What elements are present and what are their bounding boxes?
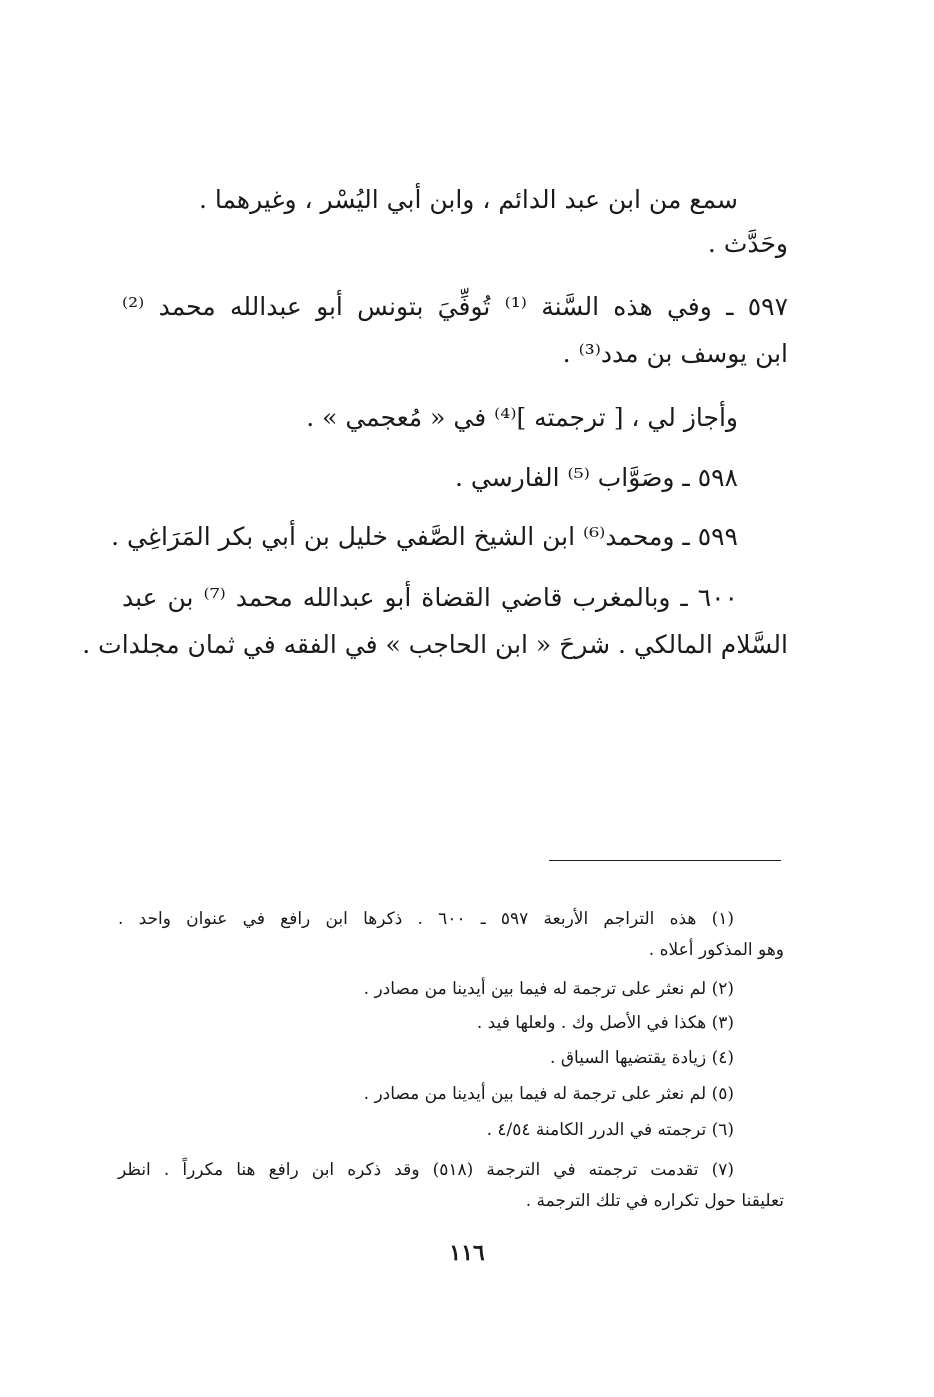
entry-599: ٥٩٩ ـ ومحمد⁽⁶⁾ ابن الشيخ الصَّفي خليل بن أبي بكر المَرَاغِي . [111, 522, 738, 551]
footnote-1-line-1: (١) هذه التراجم الأربعة ٥٩٧ ـ ٦٠٠ . ذكرها ابن رافع في عنوان واحد . [118, 909, 734, 929]
footnote-2: (٢) لم نعثر على ترجمة له فيما بين أيدينا من مصادر . [363, 979, 734, 999]
entry-600-line-1: ٦٠٠ ـ وبالمغرب قاضي القضاة أبو عبدالله محمد ⁽⁷⁾ بن عبد [122, 583, 738, 612]
footnote-5: (٥) لم نعثر على ترجمة له فيما بين أيدينا من مصادر . [363, 1084, 734, 1104]
body-line-ijaza: وأجاز لي ، [ ترجمته ]⁽⁴⁾ في « مُعجمي » . [306, 403, 738, 432]
footnote-7-line-1: (٧) تقدمت ترجمته في الترجمة (٥١٨) وقد ذكره ابن رافع هنا مكرراً . انظر [118, 1160, 734, 1180]
footnote-4: (٤) زيادة يقتضيها السياق . [550, 1048, 734, 1068]
body-line-2: وحَدَّث . [707, 229, 788, 258]
entry-597-line-2: ابن يوسف بن مدد⁽³⁾ . [562, 339, 788, 368]
footnote-7-line-2: تعليقنا حول تكراره في تلك الترجمة . [525, 1191, 784, 1211]
body-line-1: سمع من ابن عبد الدائم ، وابن أبي اليُسْر ، وغيرهما . [198, 185, 738, 214]
footnote-divider [549, 860, 781, 861]
page-number: ١١٦ [449, 1240, 485, 1266]
entry-600-line-2: السَّلام المالكي . شرحَ « ابن الحاجب » في الفقه في ثمان مجلدات . [82, 630, 788, 659]
footnote-3: (٣) هكذا في الأصل وك . ولعلها فيد . [476, 1013, 734, 1033]
footnote-1-line-2: وهو المذكور أعلاه . [648, 940, 784, 960]
entry-597-line-1: ٥٩٧ ـ وفي هذه السَّنة ⁽¹⁾ تُوفِّيَ بتونس أبو عبدالله محمد ⁽²⁾ [122, 292, 789, 321]
footnote-6: (٦) ترجمته في الدرر الكامنة ٤/٥٤ . [486, 1120, 734, 1140]
entry-598: ٥٩٨ ـ وصَوَّاب ⁽⁵⁾ الفارسي . [454, 463, 738, 492]
